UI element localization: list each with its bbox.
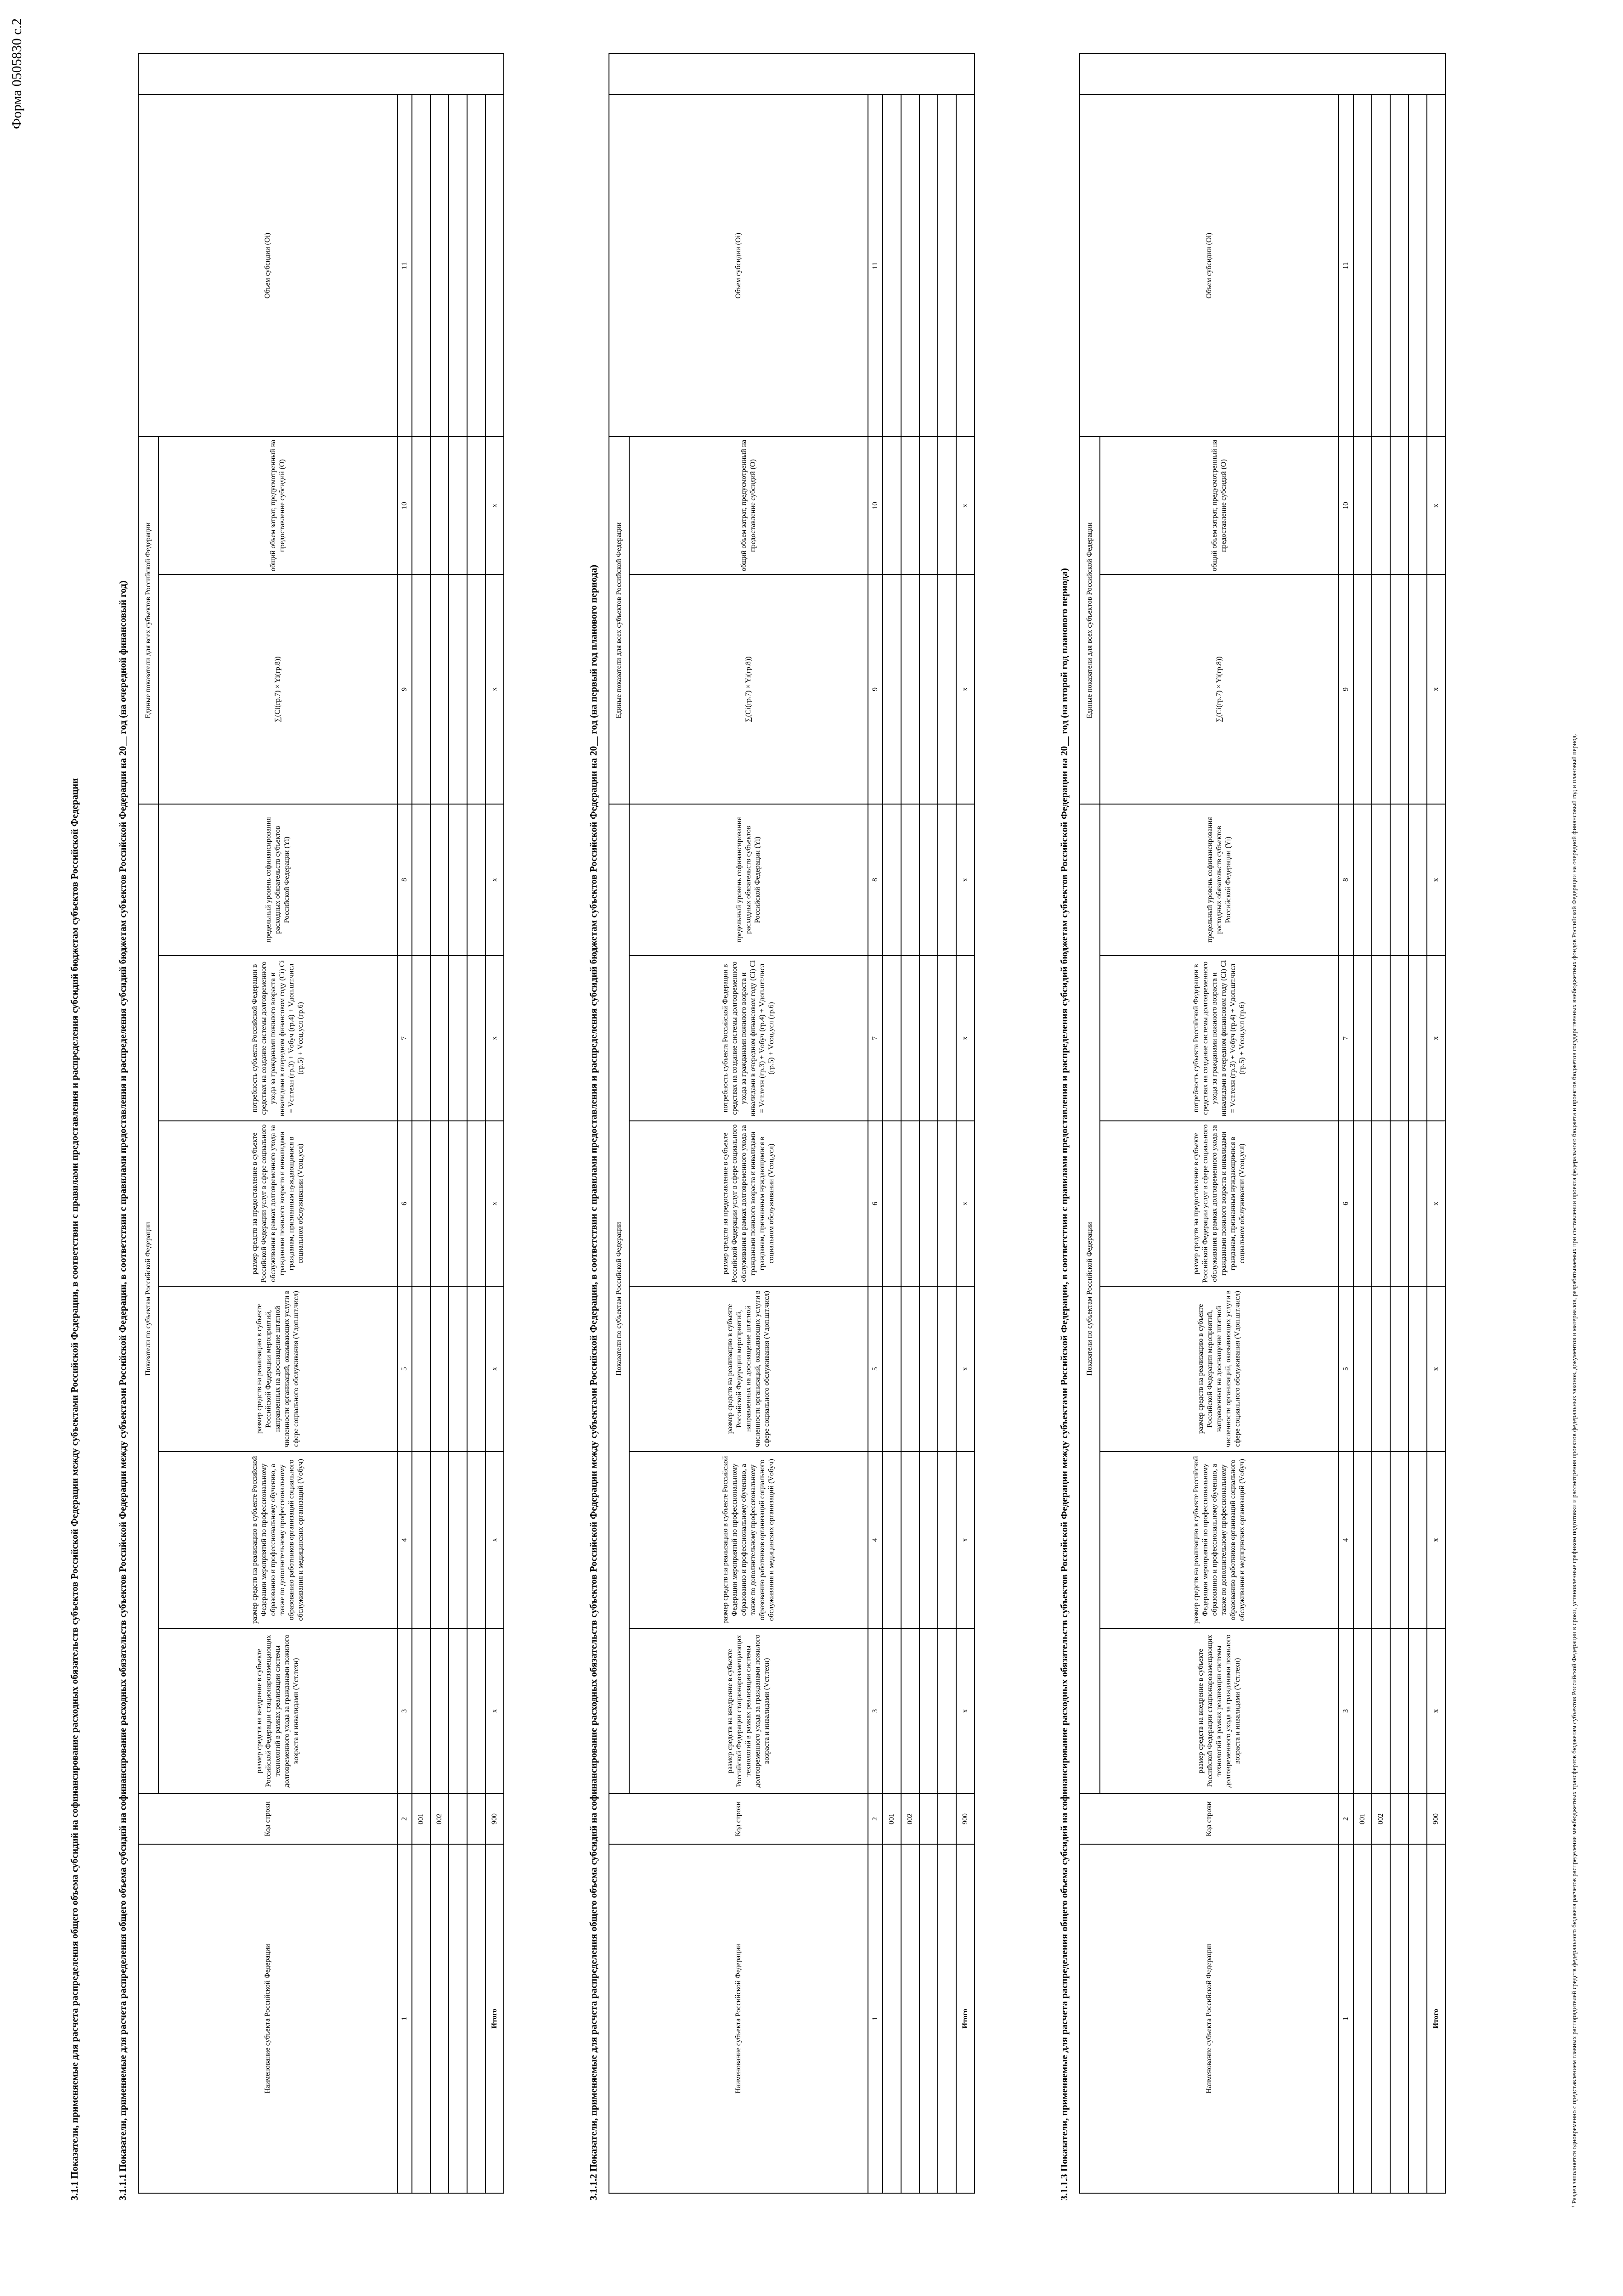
total-x-mark: x (956, 1286, 975, 1452)
total-code: 900 (485, 1794, 504, 1844)
data-cell[interactable] (938, 804, 956, 956)
data-cell[interactable] (919, 956, 938, 1121)
form-code: Форма 0505830 с.2 (9, 18, 24, 129)
indicators-table (609, 53, 975, 2194)
data-cell[interactable] (1409, 574, 1427, 804)
data-cell[interactable] (1390, 804, 1409, 956)
section-title: 3.1.1.3 Показатели, применяемые для расчета распределения общего объема субсидий на софинансирование расходных обязательств субъектов Российской Федерации между субъектами Российской Федерации, в соответствии с правилами предоставления и распределения субсидий бюджетам субъектов Российской Федерации на 20__ год (на второй год планового периода) (1059, 568, 1070, 2200)
col-number: 6 (1339, 1121, 1353, 1286)
data-cell[interactable] (883, 1121, 901, 1286)
col-8-header: предельный уровень софинансирования расходных обязательств субъектов Российской Федерации (Yi) (1100, 804, 1339, 956)
data-cell[interactable] (1353, 1121, 1372, 1286)
col-number: 8 (397, 804, 412, 956)
data-cell[interactable] (467, 95, 485, 437)
data-cell[interactable] (1390, 956, 1409, 1121)
row-code-empty (467, 1794, 485, 1844)
col-number: 3 (397, 1628, 412, 1794)
data-cell[interactable] (1372, 95, 1390, 437)
col-4-header: размер средств на реализацию в субъекте Российской Федерации мероприятий по профессиональному образованию и профессиональному обучению, а также по дополнительному профессиональному образованию работников организаций социального обслуживания и медицинских организаций (Vобуч) (158, 1452, 397, 1628)
section-title: 3.1.1.2 Показатели, применяемые для расчета распределения общего объема субсидий на софинансирование расходных обязательств субъектов Российской Федерации между субъектами Российской Федерации, в соответствии с правилами предоставления и распределения субсидий бюджетам субъектов Российской Федерации на 20__ год (на первый год планового периода) (588, 564, 599, 2200)
data-cell[interactable] (901, 1628, 919, 1794)
total-x-mark: x (1427, 1286, 1445, 1452)
data-cell[interactable] (467, 1452, 485, 1628)
col-number: 11 (1339, 95, 1353, 437)
group-all-header: Единые показатели для всех субъектов Российской Федерации (1080, 437, 1100, 804)
data-cell[interactable] (919, 1121, 938, 1286)
col-code-header: Код строки (609, 1794, 868, 1844)
data-cell[interactable] (1372, 1452, 1390, 1628)
data-cell[interactable] (938, 1286, 956, 1452)
col-name-header: Наименование субъекта Российской Федерации (138, 1844, 397, 2193)
total-x-mark: x (956, 804, 975, 956)
group-all-header: Единые показатели для всех субъектов Российской Федерации (138, 437, 158, 804)
data-cell[interactable] (883, 1286, 901, 1452)
col-subsidy-header: Объем субсидии (Oi) (609, 95, 868, 437)
row-code-empty (938, 1794, 956, 1844)
col-name-header: Наименование субъекта Российской Федерации (609, 1844, 868, 2193)
subject-name-cell[interactable] (430, 1844, 449, 2193)
total-label: Итого (1427, 1844, 1445, 2193)
data-cell[interactable] (1372, 574, 1390, 804)
col-3-header: размер средств на внедрение в субъекте Российской Федерации стационарозамещающих технологий в рамках реализации системы долговременного ухода за гражданами пожилого возраста и инвалидами (Vст.техн) (1100, 1628, 1339, 1794)
row-code: 001 (412, 1794, 430, 1844)
total-x-mark: x (485, 1628, 504, 1794)
total-code: 900 (1427, 1794, 1445, 1844)
col-number: 4 (868, 1452, 883, 1628)
total-x-mark: x (1427, 804, 1445, 956)
col-number: 3 (868, 1628, 883, 1794)
col-number: 1 (397, 1844, 412, 2193)
col-9-header: ∑(Ci(гр.7) × Yi(гр.8)) (1100, 574, 1339, 804)
total-label: Итого (485, 1844, 504, 2193)
col-number: 6 (397, 1121, 412, 1286)
data-cell[interactable] (919, 1452, 938, 1628)
data-cell[interactable] (919, 95, 938, 437)
data-cell[interactable] (883, 574, 901, 804)
data-cell[interactable] (412, 574, 430, 804)
col-10-header: общий объем затрат, предусмотренный на предоставление субсидий (O) (1100, 437, 1339, 574)
data-cell[interactable] (412, 1286, 430, 1452)
data-cell[interactable] (449, 574, 467, 804)
col-3-header: размер средств на внедрение в субъекте Российской Федерации стационарозамещающих технологий в рамках реализации системы долговременного ухода за гражданами пожилого возраста и инвалидами (Vст.техн) (158, 1628, 397, 1794)
footnote: ¹ Раздел заполняется одновременно с представлением главных распорядителей средств федерального бюджета расчетов распределения межбюджетных трансфертов бюджетам субъектов Российской Федерации в сроки, установленные графиком подготовки и рассмотрения проектов федеральных законов, документов и материалов, разрабатываемых при составлении проекта федерального бюджета и проектов бюджетов государственных внебюджетных фондов Российской Федерации на очередной финансовый год и плановый период. (1571, 734, 1578, 2207)
row-code-empty (919, 1794, 938, 1844)
col-5-header: размер средств на реализацию в субъекте Российской Федерации мероприятий, направленных на дооснащение штатной численности организаций, оказывающих услуги в сфере социального обслуживания (Vдоп.шт.числ) (629, 1286, 868, 1452)
data-cell[interactable] (412, 1452, 430, 1628)
col-number: 3 (1339, 1628, 1353, 1794)
total-x-mark: x (1427, 437, 1445, 574)
total-x-mark: x (956, 1452, 975, 1628)
data-cell[interactable] (901, 956, 919, 1121)
data-cell[interactable] (467, 804, 485, 956)
data-cell[interactable] (1390, 1121, 1409, 1286)
col-number: 5 (397, 1286, 412, 1452)
data-cell[interactable] (919, 1628, 938, 1794)
total-x-mark: x (1427, 1121, 1445, 1286)
group-subject-header: Показатели по субъектам Российской Федерации (138, 804, 158, 1794)
data-cell[interactable] (1353, 437, 1372, 574)
data-cell[interactable] (883, 956, 901, 1121)
col-number: 1 (868, 1844, 883, 2193)
data-cell[interactable] (1390, 1628, 1409, 1794)
data-cell[interactable] (467, 1121, 485, 1286)
col-number: 11 (868, 95, 883, 437)
total-x-mark: x (485, 804, 504, 956)
data-cell[interactable] (1372, 1286, 1390, 1452)
data-cell[interactable] (938, 95, 956, 437)
data-cell[interactable] (1353, 1286, 1372, 1452)
data-cell[interactable] (449, 1452, 467, 1628)
indicators-table (138, 53, 504, 2194)
total-subsidy-cell[interactable] (1427, 95, 1445, 437)
col-number: 7 (397, 956, 412, 1121)
data-cell[interactable] (1353, 95, 1372, 437)
data-cell[interactable] (1372, 956, 1390, 1121)
data-cell[interactable] (412, 1628, 430, 1794)
data-cell[interactable] (938, 437, 956, 574)
subject-name-cell[interactable] (1390, 1844, 1409, 2193)
total-x-mark: x (1427, 1452, 1445, 1628)
data-cell[interactable] (1353, 574, 1372, 804)
total-x-mark: x (956, 437, 975, 574)
col-number: 11 (397, 95, 412, 437)
subject-name-cell[interactable] (938, 1844, 956, 2193)
data-cell[interactable] (1409, 956, 1427, 1121)
subject-name-cell[interactable] (901, 1844, 919, 2193)
row-code: 001 (1353, 1794, 1372, 1844)
col-number: 9 (1339, 574, 1353, 804)
subject-name-cell[interactable] (1409, 1844, 1427, 2193)
data-cell[interactable] (430, 574, 449, 804)
data-cell[interactable] (901, 1121, 919, 1286)
col-number: 2 (868, 1794, 883, 1844)
data-cell[interactable] (1409, 1121, 1427, 1286)
col-number: 7 (1339, 956, 1353, 1121)
group-subject-header: Показатели по субъектам Российской Федерации (609, 804, 629, 1794)
col-5-header: размер средств на реализацию в субъекте Российской Федерации мероприятий, направленных на дооснащение штатной численности организаций, оказывающих услуги в сфере социального обслуживания (Vдоп.шт.числ) (158, 1286, 397, 1452)
col-7-header: потребность субъекта Российской Федерации в средствах на создание системы долговременного ухода за гражданами пожилого возраста и инвалидами в очередном финансовом году (Ci) Ci = Vст.техн (гр.3) + Vобуч (гр.4) + Vдоп.шт.числ (гр.5) + Vсоц.усл (гр.6) (629, 956, 868, 1121)
margin-cell (1080, 53, 1445, 95)
data-cell[interactable] (449, 956, 467, 1121)
data-cell[interactable] (919, 437, 938, 574)
col-6-header: размер средств на предоставление в субъекте Российской Федерации услуг в сфере социального обслуживания в рамках долговременного ухода за гражданами пожилого возраста и инвалидами гражданам, признанным нуждающимися в социальном обслуживании (Vсоц.усл) (158, 1121, 397, 1286)
col-6-header: размер средств на предоставление в субъекте Российской Федерации услуг в сфере социального обслуживания в рамках долговременного ухода за гражданами пожилого возраста и инвалидами гражданам, признанным нуждающимися в социальном обслуживании (Vсоц.усл) (629, 1121, 868, 1286)
col-10-header: общий объем затрат, предусмотренный на предоставление субсидий (O) (158, 437, 397, 574)
total-subsidy-cell[interactable] (956, 95, 975, 437)
data-cell[interactable] (1409, 1452, 1427, 1628)
col-6-header: размер средств на предоставление в субъекте Российской Федерации услуг в сфере социального обслуживания в рамках долговременного ухода за гражданами пожилого возраста и инвалидами гражданам, признанным нуждающимися в социальном обслуживании (Vсоц.усл) (1100, 1121, 1339, 1286)
data-cell[interactable] (1390, 574, 1409, 804)
data-cell[interactable] (1372, 1121, 1390, 1286)
col-number: 10 (1339, 437, 1353, 574)
data-cell[interactable] (919, 1286, 938, 1452)
col-subsidy-header: Объем субсидии (Oi) (138, 95, 397, 437)
data-cell[interactable] (1390, 95, 1409, 437)
col-number: 10 (397, 437, 412, 574)
data-cell[interactable] (449, 804, 467, 956)
data-cell[interactable] (467, 1286, 485, 1452)
data-cell[interactable] (430, 804, 449, 956)
data-cell[interactable] (901, 1452, 919, 1628)
section-table (138, 54, 504, 2194)
data-cell[interactable] (412, 804, 430, 956)
col-number: 9 (397, 574, 412, 804)
data-cell[interactable] (901, 804, 919, 956)
data-cell[interactable] (938, 1121, 956, 1286)
data-cell[interactable] (1390, 437, 1409, 574)
indicators-table (1079, 53, 1446, 2194)
heading-main: 3.1.1 Показатели, применяемые для расчета распределения общего объема субсидий на софинансирование расходных обязательств субъектов Российской Федерации между субъектами Российской Федерации, в соответствии с правилами предоставления и распределения субсидий бюджетам субъектов Российской Федерации (69, 778, 80, 2200)
data-cell[interactable] (430, 1628, 449, 1794)
row-code: 002 (1372, 1794, 1390, 1844)
total-x-mark: x (1427, 1628, 1445, 1794)
row-code-empty (1409, 1794, 1427, 1844)
col-7-header: потребность субъекта Российской Федерации в средствах на создание системы долговременного ухода за гражданами пожилого возраста и инвалидами в очередном финансовом году (Ci) Ci = Vст.техн (гр.3) + Vобуч (гр.4) + Vдоп.шт.числ (гр.5) + Vсоц.усл (гр.6) (158, 956, 397, 1121)
row-code: 002 (430, 1794, 449, 1844)
margin-cell (138, 53, 504, 95)
data-cell[interactable] (449, 95, 467, 437)
data-cell[interactable] (938, 1628, 956, 1794)
subject-name-cell[interactable] (467, 1844, 485, 2193)
subject-name-cell[interactable] (449, 1844, 467, 2193)
total-x-mark: x (1427, 574, 1445, 804)
data-cell[interactable] (430, 956, 449, 1121)
total-x-mark: x (956, 1628, 975, 1794)
col-3-header: размер средств на внедрение в субъекте Российской Федерации стационарозамещающих технологий в рамках реализации системы долговременного ухода за гражданами пожилого возраста и инвалидами (Vст.техн) (629, 1628, 868, 1794)
col-7-header: потребность субъекта Российской Федерации в средствах на создание системы долговременного ухода за гражданами пожилого возраста и инвалидами в очередном финансовом году (Ci) Ci = Vст.техн (гр.3) + Vобуч (гр.4) + Vдоп.шт.числ (гр.5) + Vсоц.усл (гр.6) (1100, 956, 1339, 1121)
data-cell[interactable] (938, 574, 956, 804)
col-number: 4 (1339, 1452, 1353, 1628)
total-x-mark: x (485, 1452, 504, 1628)
section-title: 3.1.1.1 Показатели, применяемые для расчета распределения общего объема субсидий на софинансирование расходных обязательств субъектов Российской Федерации между субъектами Российской Федерации, в соответствии с правилами предоставления и распределения субсидий бюджетам субъектов Российской Федерации на 20__ год (на очередной финансовый год) (117, 580, 128, 2200)
col-subsidy-header: Объем субсидии (Oi) (1080, 95, 1339, 437)
data-cell[interactable] (412, 1121, 430, 1286)
data-cell[interactable] (430, 95, 449, 437)
section-table (1079, 54, 1446, 2194)
row-code: 001 (883, 1794, 901, 1844)
col-number: 4 (397, 1452, 412, 1628)
data-cell[interactable] (938, 1452, 956, 1628)
data-cell[interactable] (467, 1628, 485, 1794)
data-cell[interactable] (1372, 1628, 1390, 1794)
col-number: 6 (868, 1121, 883, 1286)
data-cell[interactable] (1353, 804, 1372, 956)
data-cell[interactable] (449, 1628, 467, 1794)
col-number: 10 (868, 437, 883, 574)
row-code: 002 (901, 1794, 919, 1844)
data-cell[interactable] (449, 1286, 467, 1452)
data-cell[interactable] (883, 1452, 901, 1628)
data-cell[interactable] (883, 1628, 901, 1794)
col-number: 8 (868, 804, 883, 956)
data-cell[interactable] (412, 437, 430, 574)
col-8-header: предельный уровень софинансирования расходных обязательств субъектов Российской Федерации (Yi) (158, 804, 397, 956)
subject-name-cell[interactable] (412, 1844, 430, 2193)
data-cell[interactable] (938, 956, 956, 1121)
margin-cell (609, 53, 975, 95)
subject-name-cell[interactable] (1353, 1844, 1372, 2193)
data-cell[interactable] (901, 95, 919, 437)
col-4-header: размер средств на реализацию в субъекте Российской Федерации мероприятий по профессиональному образованию и профессиональному обучению, а также по дополнительному профессиональному образованию работников организаций социального обслуживания и медицинских организаций (Vобуч) (629, 1452, 868, 1628)
data-cell[interactable] (430, 1286, 449, 1452)
data-cell[interactable] (1409, 804, 1427, 956)
total-x-mark: x (485, 574, 504, 804)
group-all-header: Единые показатели для всех субъектов Российской Федерации (609, 437, 629, 804)
group-subject-header: Показатели по субъектам Российской Федерации (1080, 804, 1100, 1794)
col-code-header: Код строки (1080, 1794, 1339, 1844)
data-cell[interactable] (430, 437, 449, 574)
data-cell[interactable] (883, 804, 901, 956)
col-number: 1 (1339, 1844, 1353, 2193)
data-cell[interactable] (1409, 95, 1427, 437)
col-5-header: размер средств на реализацию в субъекте Российской Федерации мероприятий, направленных на дооснащение штатной численности организаций, оказывающих услуги в сфере социального обслуживания (Vдоп.шт.числ) (1100, 1286, 1339, 1452)
total-x-mark: x (956, 574, 975, 804)
col-9-header: ∑(Ci(гр.7) × Yi(гр.8)) (629, 574, 868, 804)
data-cell[interactable] (1409, 437, 1427, 574)
total-subsidy-cell[interactable] (485, 95, 504, 437)
data-cell[interactable] (1390, 1452, 1409, 1628)
col-number: 2 (1339, 1794, 1353, 1844)
col-10-header: общий объем затрат, предусмотренный на предоставление субсидий (O) (629, 437, 868, 574)
data-cell[interactable] (901, 574, 919, 804)
col-number: 5 (1339, 1286, 1353, 1452)
data-cell[interactable] (1353, 1628, 1372, 1794)
row-code-empty (1390, 1794, 1409, 1844)
data-cell[interactable] (883, 437, 901, 574)
data-cell[interactable] (412, 95, 430, 437)
data-cell[interactable] (1372, 804, 1390, 956)
total-x-mark: x (485, 1286, 504, 1452)
col-4-header: размер средств на реализацию в субъекте Российской Федерации мероприятий по профессиональному образованию и профессиональному обучению, а также по дополнительному профессиональному образованию работников организаций социального обслуживания и медицинских организаций (Vобуч) (1100, 1452, 1339, 1628)
section-table (609, 54, 975, 2194)
subject-name-cell[interactable] (883, 1844, 901, 2193)
total-x-mark: x (485, 1121, 504, 1286)
col-number: 5 (868, 1286, 883, 1452)
data-cell[interactable] (919, 804, 938, 956)
total-x-mark: x (485, 437, 504, 574)
total-x-mark: x (956, 956, 975, 1121)
col-code-header: Код строки (138, 1794, 397, 1844)
col-number: 7 (868, 956, 883, 1121)
data-cell[interactable] (1409, 1628, 1427, 1794)
data-cell[interactable] (1353, 956, 1372, 1121)
data-cell[interactable] (467, 574, 485, 804)
data-cell[interactable] (449, 1121, 467, 1286)
col-number: 9 (868, 574, 883, 804)
data-cell[interactable] (1390, 1286, 1409, 1452)
total-code: 900 (956, 1794, 975, 1844)
col-9-header: ∑(Ci(гр.7) × Yi(гр.8)) (158, 574, 397, 804)
subject-name-cell[interactable] (1372, 1844, 1390, 2193)
total-x-mark: x (485, 956, 504, 1121)
col-number: 2 (397, 1794, 412, 1844)
data-cell[interactable] (467, 956, 485, 1121)
data-cell[interactable] (467, 437, 485, 574)
data-cell[interactable] (449, 437, 467, 574)
data-cell[interactable] (430, 1121, 449, 1286)
data-cell[interactable] (901, 437, 919, 574)
total-x-mark: x (1427, 956, 1445, 1121)
row-code-empty (449, 1794, 467, 1844)
total-x-mark: x (956, 1121, 975, 1286)
col-8-header: предельный уровень софинансирования расходных обязательств субъектов Российской Федерации (Yi) (629, 804, 868, 956)
col-number: 8 (1339, 804, 1353, 956)
col-name-header: Наименование субъекта Российской Федерации (1080, 1844, 1339, 2193)
data-cell[interactable] (919, 574, 938, 804)
data-cell[interactable] (412, 956, 430, 1121)
data-cell[interactable] (1353, 1452, 1372, 1628)
data-cell[interactable] (901, 1286, 919, 1452)
subject-name-cell[interactable] (919, 1844, 938, 2193)
data-cell[interactable] (883, 95, 901, 437)
data-cell[interactable] (1372, 437, 1390, 574)
data-cell[interactable] (1409, 1286, 1427, 1452)
data-cell[interactable] (430, 1452, 449, 1628)
total-label: Итого (956, 1844, 975, 2193)
